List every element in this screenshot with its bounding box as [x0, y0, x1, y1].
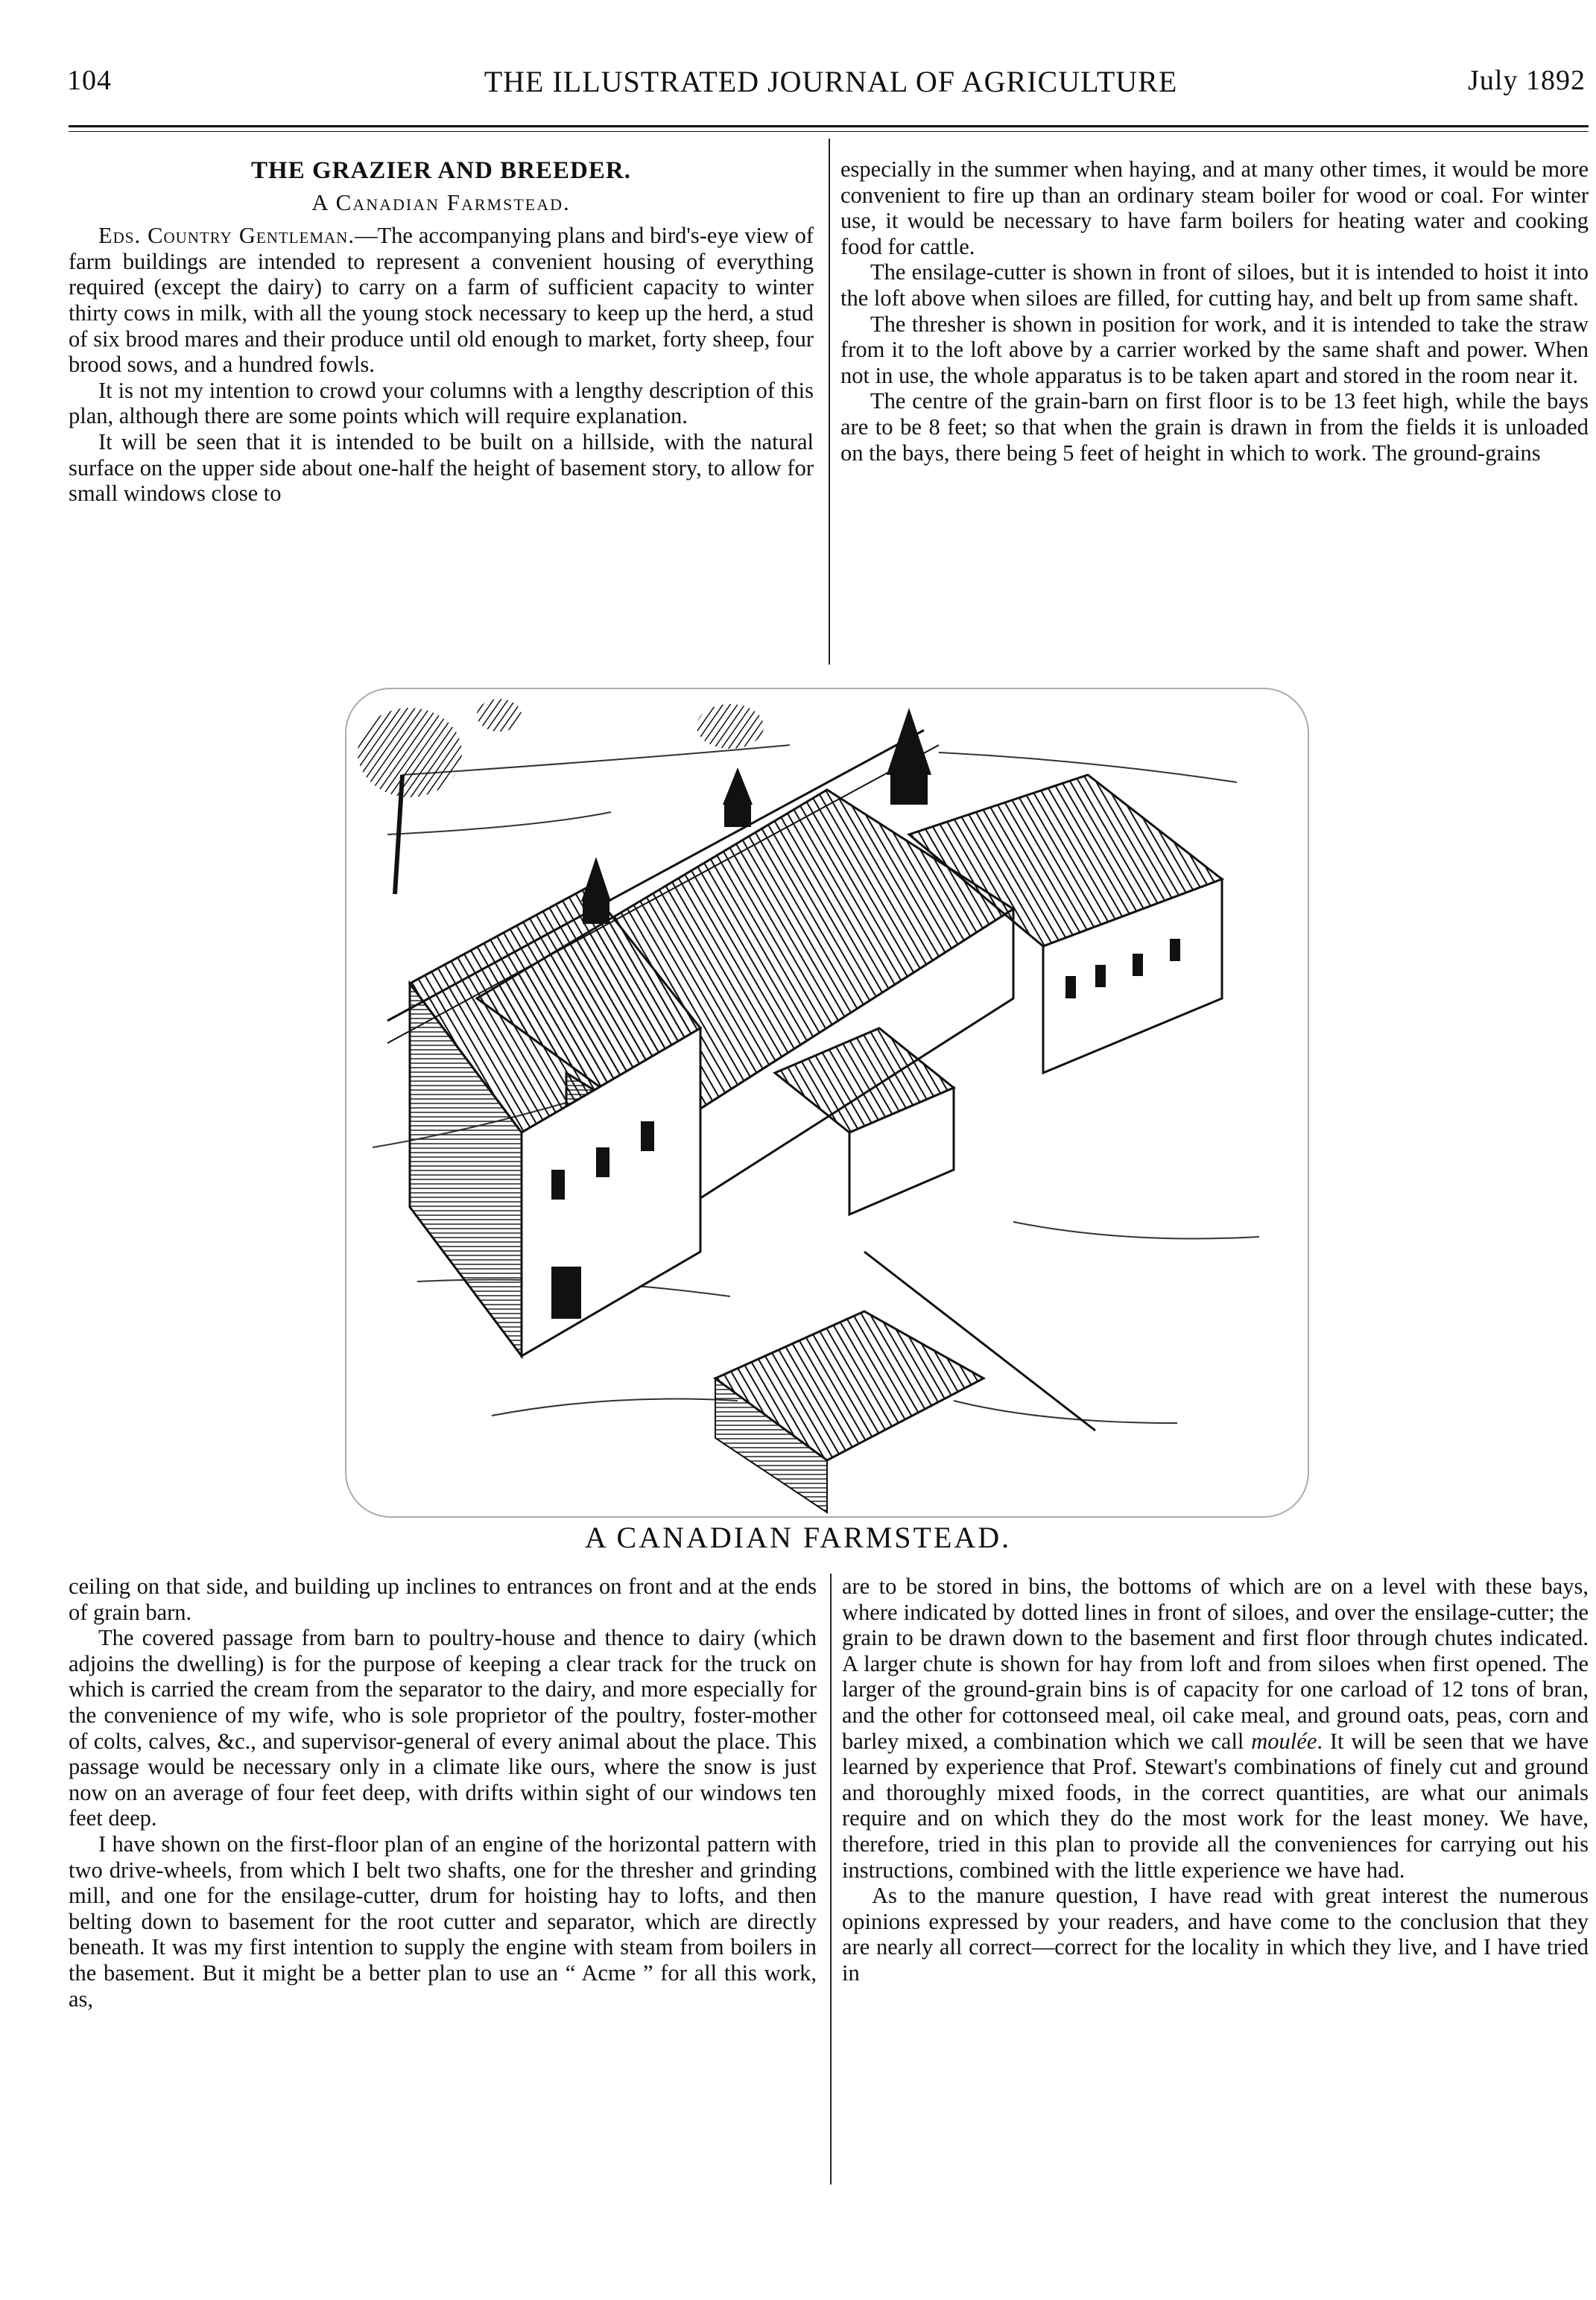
- paragraph: Eds. Country Gentleman.—The accompanying plans and bird's-eye view of farm buildings are intended to represent a convenient housing of everything required (except the dairy) to carry on a farm of sufficient capacity to winter thirty cows in milk, with all the young stock necessary to keep up the herd, a stud of six brood mares and their produce until old enough to market, forty sheep, four brood sows, and a hundred fowls.: [69, 223, 814, 378]
- top-left-column: [69, 158, 814, 507]
- top-right-column: [840, 156, 1589, 466]
- emphasis: moulée: [1251, 1728, 1317, 1754]
- column-divider: [830, 1574, 832, 2185]
- paragraph: The ensilage-cutter is shown in front of siloes, but it is intended to hoist it into the loft above when siloes are filled, for cutting hay, and belt up from same shaft.: [840, 259, 1589, 311]
- section-title: THE GRAZIER AND BREEDER.: [251, 157, 631, 184]
- bottom-left-column: [69, 1574, 817, 2012]
- paragraph: The covered passage from barn to poultry-house and thence to dairy (which adjoins the dwelling) is for the purpose of keeping a clear track for the truck on which is carried the cream from the separator to the dairy, and more especially for the convenience of my wife, who is sole proprietor of the poultry, foster-mother of colts, calves, &c., and supervisor-general of every animal about the place. This passage would be necessary only in a climate like ours, where the snow is just now on an average of four feet deep, with drifts within sight of our windows ten feet deep.: [69, 1625, 817, 1831]
- lower-shed: [715, 1311, 984, 1512]
- header-rule-thin: [69, 131, 1589, 132]
- distant-tree: [697, 704, 764, 749]
- issue-date: July 1892: [1468, 65, 1586, 96]
- figure-caption: A CANADIAN FARMSTEAD.: [584, 1521, 1012, 1554]
- farmstead-illustration: [343, 685, 1311, 1520]
- article-title: A Canadian Farmstead.: [311, 189, 571, 215]
- column-divider: [829, 139, 830, 665]
- paragraph: especially in the summer when haying, and at many other times, it would be more convenient to fire up than an ordinary steam boiler for wood or coal. For winter use, it would be necessary to have farm boilers for heating water and cooking food for cattle.: [840, 156, 1589, 259]
- paragraph: are to be stored in bins, the bottoms of which are on a level with these bays, where indicated by dotted lines in front of siloes, and over the ensilage-cutter; the grain to be drawn down to the basement and first floor through chutes indicated. A larger chute is shown for hay from loft and from siloes when first opened. The larger of the ground-grain bins is of capacity for one carload of 12 tons of bran, and the other for cottonseed meal, oil cake meal, and ground oats, peas, corn and barley mixed, a combination which we call moulée. It will be seen that we have learned by experience that Prof. Stewart's combinations of finely cut and ground and thoroughly mixed foods, in the correct quantities, are what our animals require and on which they do the most work for the least money. We have, therefore, tried in this plan to provide all the conveniences for carrying out his instructions, combined with the little experience we have had.: [842, 1574, 1589, 1883]
- paragraph: The centre of the grain-barn on first floor is to be 13 feet high, while the bays are to be 8 feet; so that when the grain is drawn in from the fields it is unloaded on the bays, there being 5 feet of height in which to work. The ground-grains: [840, 388, 1589, 466]
- paragraph: As to the manure question, I have read with great interest the numerous opinions expressed by your readers, and have come to the conclusion that they are nearly all correct—correct for the locality in which they live, and I have tried in: [842, 1883, 1589, 1986]
- running-header: [67, 64, 1595, 101]
- tree: [358, 708, 462, 894]
- journal-title: THE ILLUSTRATED JOURNAL OF AGRICULTURE: [484, 65, 1178, 98]
- header-rule: [69, 125, 1589, 127]
- paragraph: I have shown on the first-floor plan of an engine of the horizontal pattern with two drive-wheels, from which I belt two shafts, one for the thresher and grinding mill, and one for the ensilage-cutter, drum for hoisting hay to lofts, and then belting down to basement for the root cutter and separator, which are directly beneath. It was my first intention to supply the engine with steam from boilers in the basement. But it might be a better plan to use an “ Acme ” for all this work, as,: [69, 1831, 817, 2012]
- paragraph: It is not my intention to crowd your columns with a lengthy description of this plan, although there are some points which will require explanation.: [69, 377, 814, 429]
- distant-tree: [477, 699, 522, 732]
- salutation: Eds. Country Gentleman.: [98, 223, 355, 249]
- paragraph: It will be seen that it is intended to be built on a hillside, with the natural surface on the upper side about one-half the height of basement story, to allow for small windows close to: [69, 428, 814, 507]
- bottom-right-column: [842, 1574, 1589, 1986]
- page-number: 104: [67, 65, 112, 96]
- paragraph: The thresher is shown in position for work, and it is intended to take the straw from it to the loft above by a carrier worked by the same shaft and power. When not in use, the whole apparatus is to be taken apart and stored in the room near it.: [840, 311, 1589, 388]
- paragraph: ceiling on that side, and building up inclines to entrances on front and at the ends of grain barn.: [69, 1574, 817, 1625]
